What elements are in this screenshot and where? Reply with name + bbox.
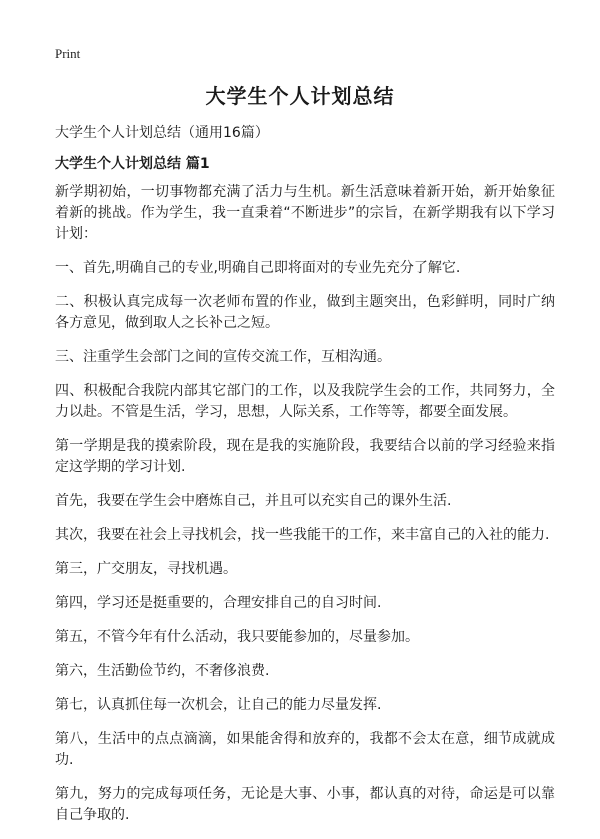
paragraph: 三、注重学生会部门之间的宣传交流工作，互相沟通。	[55, 349, 391, 365]
paragraph: 第三，广交朋友，寻找机遇。	[55, 561, 237, 577]
paragraph: 首先，我要在学生会中磨炼自己，并且可以充实自己的课外生活.	[55, 493, 452, 509]
page-title: 大学生个人计划总结	[205, 84, 395, 108]
paragraph: 第八，生活中的点点滴滴，如果能舍得和放弃的，我都不会太在意，细节成就成功.	[55, 731, 555, 768]
paragraph: 第九，努力的完成每项任务，无论是大事、小事，都认真的对待，命运是可以靠自己争取的.	[55, 786, 555, 823]
paragraph: 第七，认真抓住每一次机会，让自己的能力尽量发挥.	[55, 697, 382, 713]
paragraph: 四、积极配合我院内部其它部门的工作，以及我院学生会的工作，共同努力，全力以赴。不管是生活，学习，思想，人际关系，工作等等，都要全面发展。	[55, 383, 555, 420]
section-heading: 大学生个人计划总结 篇1	[55, 156, 210, 172]
print-link[interactable]: Print	[55, 46, 81, 61]
document-body	[55, 182, 555, 839]
paragraph: 第一学期是我的摸索阶段，现在是我的实施阶段，我要结合以前的学习经验来指定这学期的学习计划.	[55, 438, 555, 475]
paragraph: 新学期初始，一切事物都充满了活力与生机。新生活意味着新开始，新开始象征着新的挑战。作为学生，我一直秉着“不断进步”的宗旨，在新学期我有以下学习计划：	[55, 184, 555, 242]
paragraph: 第六，生活勤俭节约，不奢侈浪费.	[55, 663, 270, 679]
paragraph: 第四，学习还是挺重要的，合理安排自己的自习时间.	[55, 595, 382, 611]
paragraph: 一、首先,明确自己的专业,明确自己即将面对的专业先充分了解它.	[55, 260, 461, 276]
paragraph: 其次，我要在社会上寻找机会，找一些我能干的工作，来丰富自己的入社的能力.	[55, 527, 550, 543]
paragraph: 第五，不管今年有什么活动，我只要能参加的，尽量参加。	[55, 629, 419, 645]
paragraph: 二、积极认真完成每一次老师布置的作业，做到主题突出，色彩鲜明，同时广纳各方意见，做到取人之长补己之短。	[55, 294, 555, 331]
document-subtitle: 大学生个人计划总结（通用16篇）	[55, 125, 269, 141]
